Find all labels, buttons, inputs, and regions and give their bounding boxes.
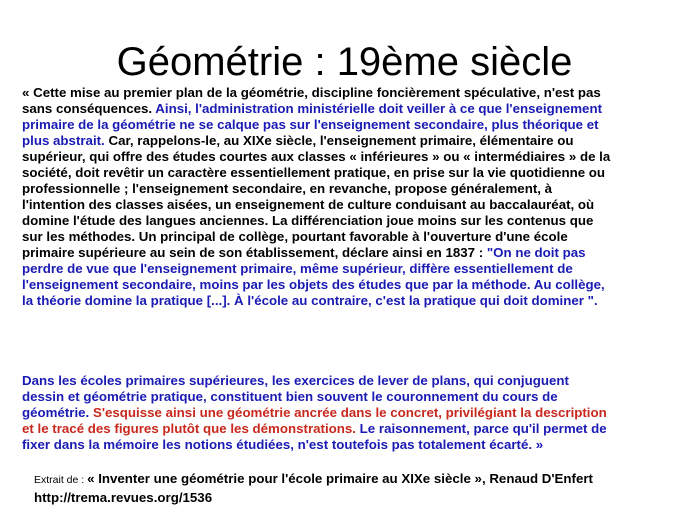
- quote-paragraph-1: [22, 85, 612, 309]
- paragraph-1-segment: Car, rappelons-le, au XIXe siècle, l'enseignement primaire, élémentaire ou supérieur, qui offre des études courtes aux classes « inférieures » ou « intermédiaires » de la société, doit revêtir un caractère essentiellement pratique, en prise sur la vie quotidienne ou professionnelle ; l'enseignement secondaire, en revanche, propose généralement, à l'intention des classes aisées, un enseignement de culture conduisant au baccalauréat, où domine l'étude des langues anciennes. La différenciation joue moins sur les contenus que sur les méthodes. Un principal de collège, pourtant favorable à l'ouverture d'une école primaire supérieure au sein de son établissement, déclare ainsi en 1837 :: [22, 133, 611, 260]
- quote-paragraph-2: [22, 373, 612, 453]
- source-title: « Inventer une géométrie pour l'école primaire au XIXe siècle », Renaud D'Enfert: [87, 471, 593, 486]
- source-citation: [34, 470, 684, 506]
- page-title: Géométrie : 19ème siècle: [116, 40, 573, 84]
- paragraph-2-segment: Dans les écoles primaires supérieures, les exercices de lever de plans, qui conjuguent dessin et géométrie pratique, constituent bien souvent le couronnement du cours de géométrie.: [22, 373, 569, 420]
- paragraph-2-segment: S'esquisse ainsi une géométrie ancrée dans le concret, privilégiant la description et le tracé des figures plutôt que les démonstrations.: [22, 405, 607, 436]
- source-prefix: Extrait de :: [34, 474, 88, 486]
- paragraph-1-segment: « Cette mise au premier plan de la géométrie, discipline foncièrement spéculative, n'est pas sans conséquences.: [22, 85, 601, 116]
- paragraph-1-segment: "On ne doit pas perdre de vue que l'enseignement primaire, même supérieur, diffère essentiellement de l'enseignement secondaire, moins par les objets des études que par la méthode. Au collège, la théorie domine la pratique [...]. À l'école au contraire, c'est la pratique qui doit dominer ".: [22, 245, 605, 308]
- paragraph-2-segment: Le raisonnement, parce qu'il permet de fixer dans la mémoire les notions étudiées, n'est toutefois pas totalement écarté. »: [22, 421, 607, 452]
- source-url[interactable]: http://trema.revues.org/1536: [34, 490, 213, 505]
- paragraph-1-segment: Ainsi, l'administration ministérielle doit veiller à ce que l'enseignement primaire de la géométrie ne se calque pas sur l'enseignement secondaire, plus théorique et plus abstrait.: [22, 101, 603, 148]
